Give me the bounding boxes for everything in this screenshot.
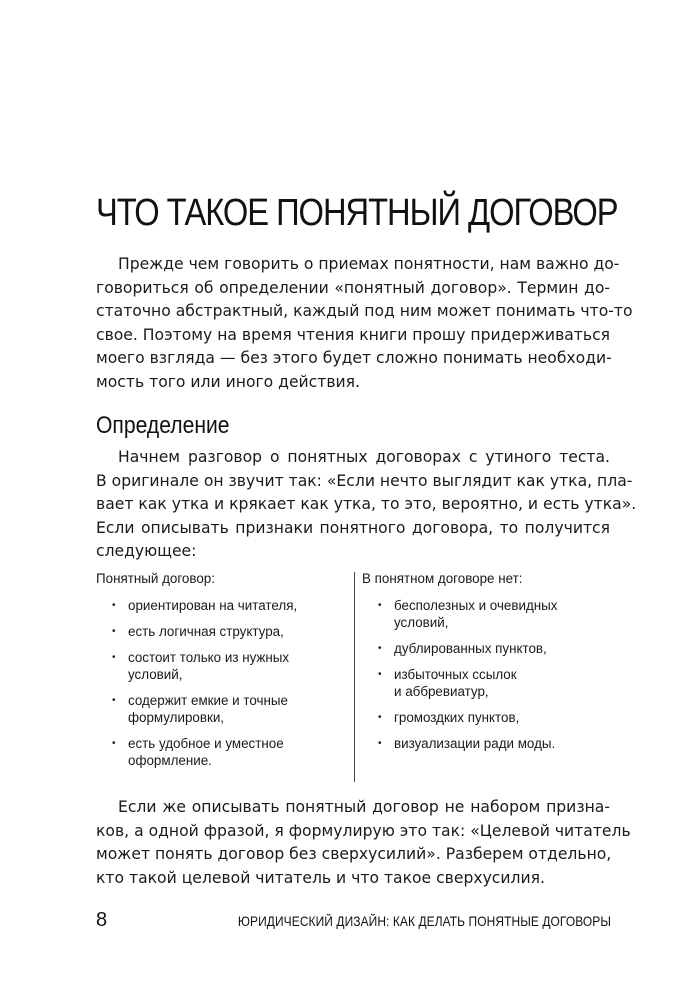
outro-line: Если же описывать понятный договор не набором призна- [118, 798, 610, 816]
duck-test-paragraph [96, 446, 637, 564]
list-item: • есть логичная структура, [112, 624, 284, 639]
list-item: • содержит емкие и точные формулировки, [112, 693, 288, 725]
page-number: 8 [96, 909, 108, 931]
bullet-icon: • [112, 738, 116, 749]
duck-test-line: вает как утка и крякает как утка, то это, вероятно, и есть утка». [96, 495, 637, 514]
chapter-title: ЧТО ТАКОЕ ПОНЯТНЫЙ ДОГОВОР [96, 192, 618, 234]
bullet-icon: • [378, 643, 382, 654]
intro-line: говориться об определении «понятный договор». Термин до- [96, 278, 610, 297]
intro-line: статочно абстрактный, каждый под ним может понимать что-то [96, 302, 633, 321]
list-item: • есть удобное и уместное оформление. [112, 736, 284, 768]
bullet-icon: • [378, 738, 382, 749]
list-item: • дублированных пунктов, [378, 641, 547, 656]
outro-line: ков, а одной фразой, я формулирую это так: «Целевой читатель [96, 821, 631, 840]
list-item: • громоздких пунктов, [378, 710, 520, 725]
list-item: • ориентирован на читателя, [112, 598, 298, 613]
bullet-icon: • [112, 695, 116, 706]
outro-line: может понять договор без сверхусилий». Разберем отдельно, [96, 845, 612, 864]
intro-paragraph [96, 253, 633, 395]
clear-contract-column [96, 570, 346, 778]
outro-line: кто такой целевой читатель и что такое сверхусилия. [96, 868, 545, 887]
list-item: • избыточных ссылок и аббревиатур, [378, 667, 517, 699]
intro-line: моего взгляда — без этого будет сложно понимать необходи- [96, 349, 612, 368]
intro-line: мость того или иного действия. [96, 372, 361, 391]
not-in-contract-heading: В понятном договоре нет: [362, 571, 523, 586]
intro-line: Прежде чем говорить о приемах понятности, нам важно до- [118, 255, 620, 273]
bullet-icon: • [378, 669, 382, 680]
bullet-icon: • [112, 600, 116, 611]
comparison-columns [96, 570, 610, 782]
section-heading: Определение [96, 412, 230, 439]
clear-contract-heading: Понятный договор: [96, 571, 215, 586]
list-item: • бесполезных и очевидных условий, [378, 598, 558, 630]
running-title: ЮРИДИЧЕСКИЙ ДИЗАЙН: КАК ДЕЛАТЬ ПОНЯТНЫЕ ДОГОВОРЫ [237, 914, 611, 929]
duck-test-line: Начнем разговор о понятных договорах с утиного теста. [118, 448, 610, 466]
list-item: • состоит только из нужных условий, [112, 650, 290, 682]
duck-test-line: В оригинале он звучит так: «Если нечто выглядит как утка, пла- [96, 471, 633, 490]
list-item: • визуализации ради моды. [378, 736, 556, 751]
intro-line: свое. Поэтому на время чтения книги прошу придерживаться [96, 325, 611, 344]
bullet-icon: • [378, 600, 382, 611]
clear-contract-list [96, 597, 346, 769]
bullet-icon: • [112, 652, 116, 663]
outro-paragraph [96, 796, 631, 890]
duck-test-line: следующее: [96, 542, 197, 561]
duck-test-line: Если описывать признаки понятного договора, то получится [96, 518, 610, 537]
column-divider [354, 572, 355, 782]
not-in-contract-column [362, 570, 610, 761]
bullet-icon: • [112, 626, 116, 637]
not-in-contract-list [362, 597, 610, 752]
bullet-icon: • [378, 712, 382, 723]
